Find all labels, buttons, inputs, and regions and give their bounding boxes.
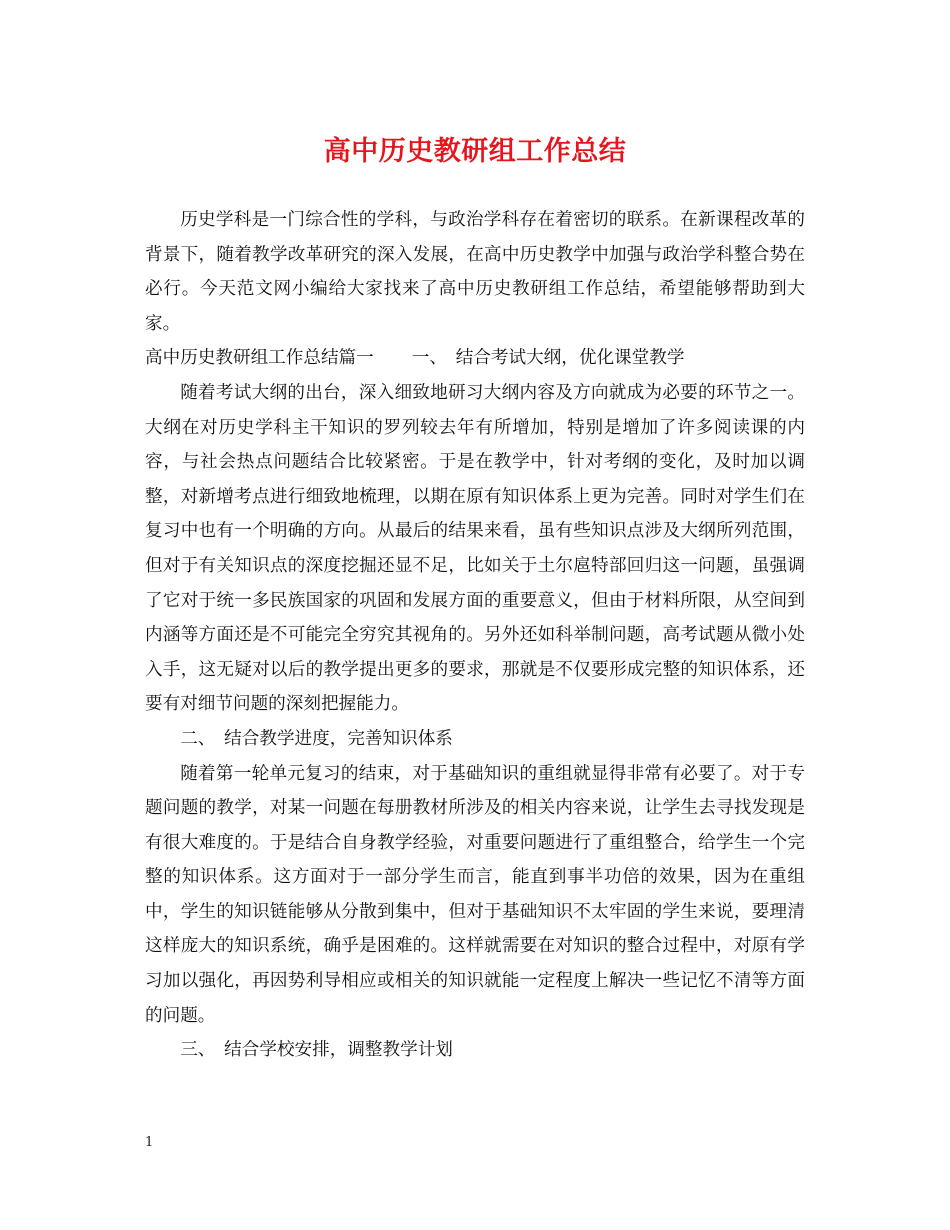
section-3-heading: 三、 结合学校安排，调整教学计划 xyxy=(180,1040,453,1061)
section-1-heading: 一、 结合考试大纲，优化课堂教学 xyxy=(411,348,685,369)
part-heading-line xyxy=(145,341,805,376)
page-number: 1 xyxy=(145,1135,154,1150)
document-title: 高中历史教研组工作总结 xyxy=(323,136,627,167)
section-1-paragraph: 随着考试大纲的出台，深入细致地研习大纲内容及方向就成为必要的环节之一。大纲在对历史学科主干知识的罗列较去年有所增加，特别是增加了许多阅读课的内容，与社会热点问题结合比较紧密。于是在教学中，针对考纲的变化，及时加以调整，对新增考点进行细致地梳理，以期在原有知识体系上更为完善。同时对学生们在复习中也有一个明确的方向。从最后的结果来看，虽有些知识点涉及大纲所列范围，但对于有关知识点的深度挖掘还显不足，比如关于土尔扈特部回归这一问题，虽强调了它对于统一多民族国家的巩固和发展方面的重要意义，但由于材料所限，从空间到内涵等方面还是不可能完全穷究其视角的。另外还如科举制问题，高考试题从微小处入手，这无疑对以后的教学提出更多的要求，那就是不仅要形成完整的知识体系，还要有对细节问题的深刻把握能力。 xyxy=(145,382,805,715)
part-label: 高中历史教研组工作总结篇一 xyxy=(145,348,374,369)
section-2-heading: 二、 结合教学进度，完善知识体系 xyxy=(180,728,453,749)
section-2-paragraph: 随着第一轮单元复习的结束，对于基础知识的重组就显得非常有必要了。对于专题问题的教学，对某一问题在每册教材所涉及的相关内容来说，让学生去寻找发现是有很大难度的。于是结合自身教学经验，对重要问题进行了重组整合，给学生一个完整的知识体系。这方面对于一部分学生而言，能直到事半功倍的效果，因为在重组中，学生的知识链能够从分散到集中，但对于基础知识不太牢固的学生来说，要理清这样庞大的知识系统，确乎是困难的。这样就需要在对知识的整合过程中，对原有学习加以强化，再因势利导相应或相关的知识就能一定程度上解决一些记忆不清等方面的问题。 xyxy=(145,763,805,1026)
document-body xyxy=(145,203,805,1068)
intro-paragraph: 历史学科是一门综合性的学科，与政治学科存在着密切的联系。在新课程改革的背景下，随着教学改革研究的深入发展，在高中历史教学中加强与政治学科整合势在必行。今天范文网小编给大家找来了高中历史教研组工作总结，希望能够帮助到大家。 xyxy=(145,210,805,334)
